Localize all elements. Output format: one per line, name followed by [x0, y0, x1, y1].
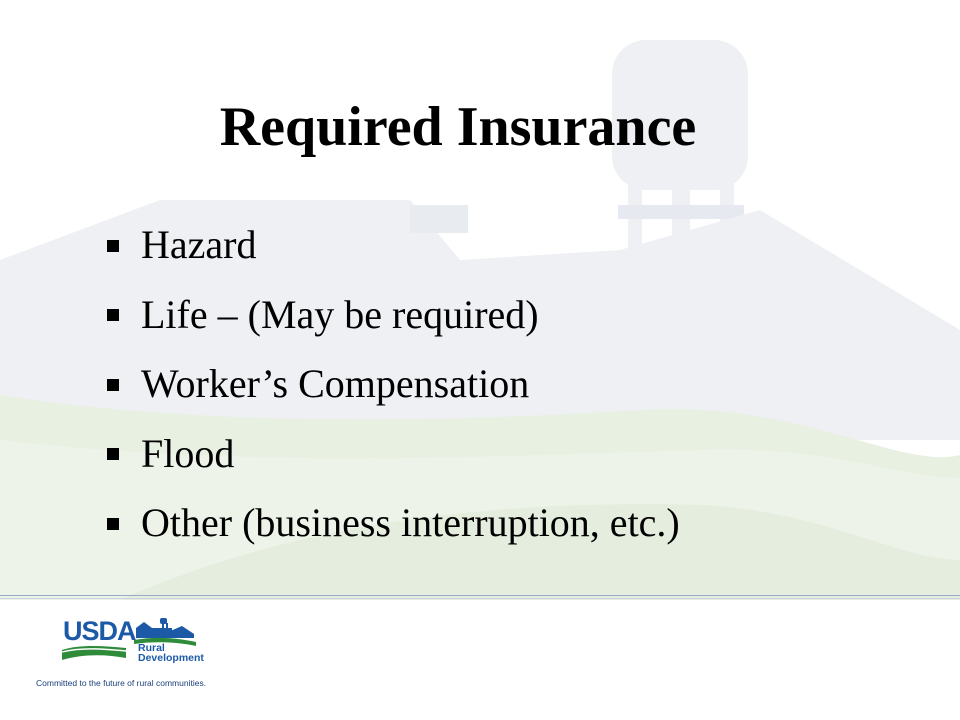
bullet-list [107, 210, 680, 558]
bullet-text: Other (business interruption, etc.) [141, 500, 680, 546]
bullet-text: Worker’s Compensation [141, 361, 530, 407]
list-item [107, 488, 680, 558]
usda-rd-logo [60, 612, 204, 677]
footer-divider [0, 598, 960, 599]
slide-title: Required Insurance [219, 96, 697, 158]
list-item [107, 419, 680, 489]
list-item [107, 210, 680, 280]
square-bullet-icon [107, 240, 119, 252]
rural-development-label: Rural Development [138, 642, 204, 664]
bullet-text: Flood [141, 430, 235, 476]
square-bullet-icon [107, 448, 119, 460]
bullet-text: Life – (May be required) [141, 291, 539, 337]
tagline: Committed to the future of rural communities. [36, 678, 207, 688]
list-item [107, 349, 680, 419]
square-bullet-icon [107, 518, 119, 530]
usda-wordmark: USDA [63, 616, 136, 646]
square-bullet-icon [107, 309, 119, 321]
square-bullet-icon [107, 379, 119, 391]
list-item [107, 280, 680, 350]
footer-divider [0, 595, 960, 596]
bullet-text: Hazard [141, 222, 257, 268]
